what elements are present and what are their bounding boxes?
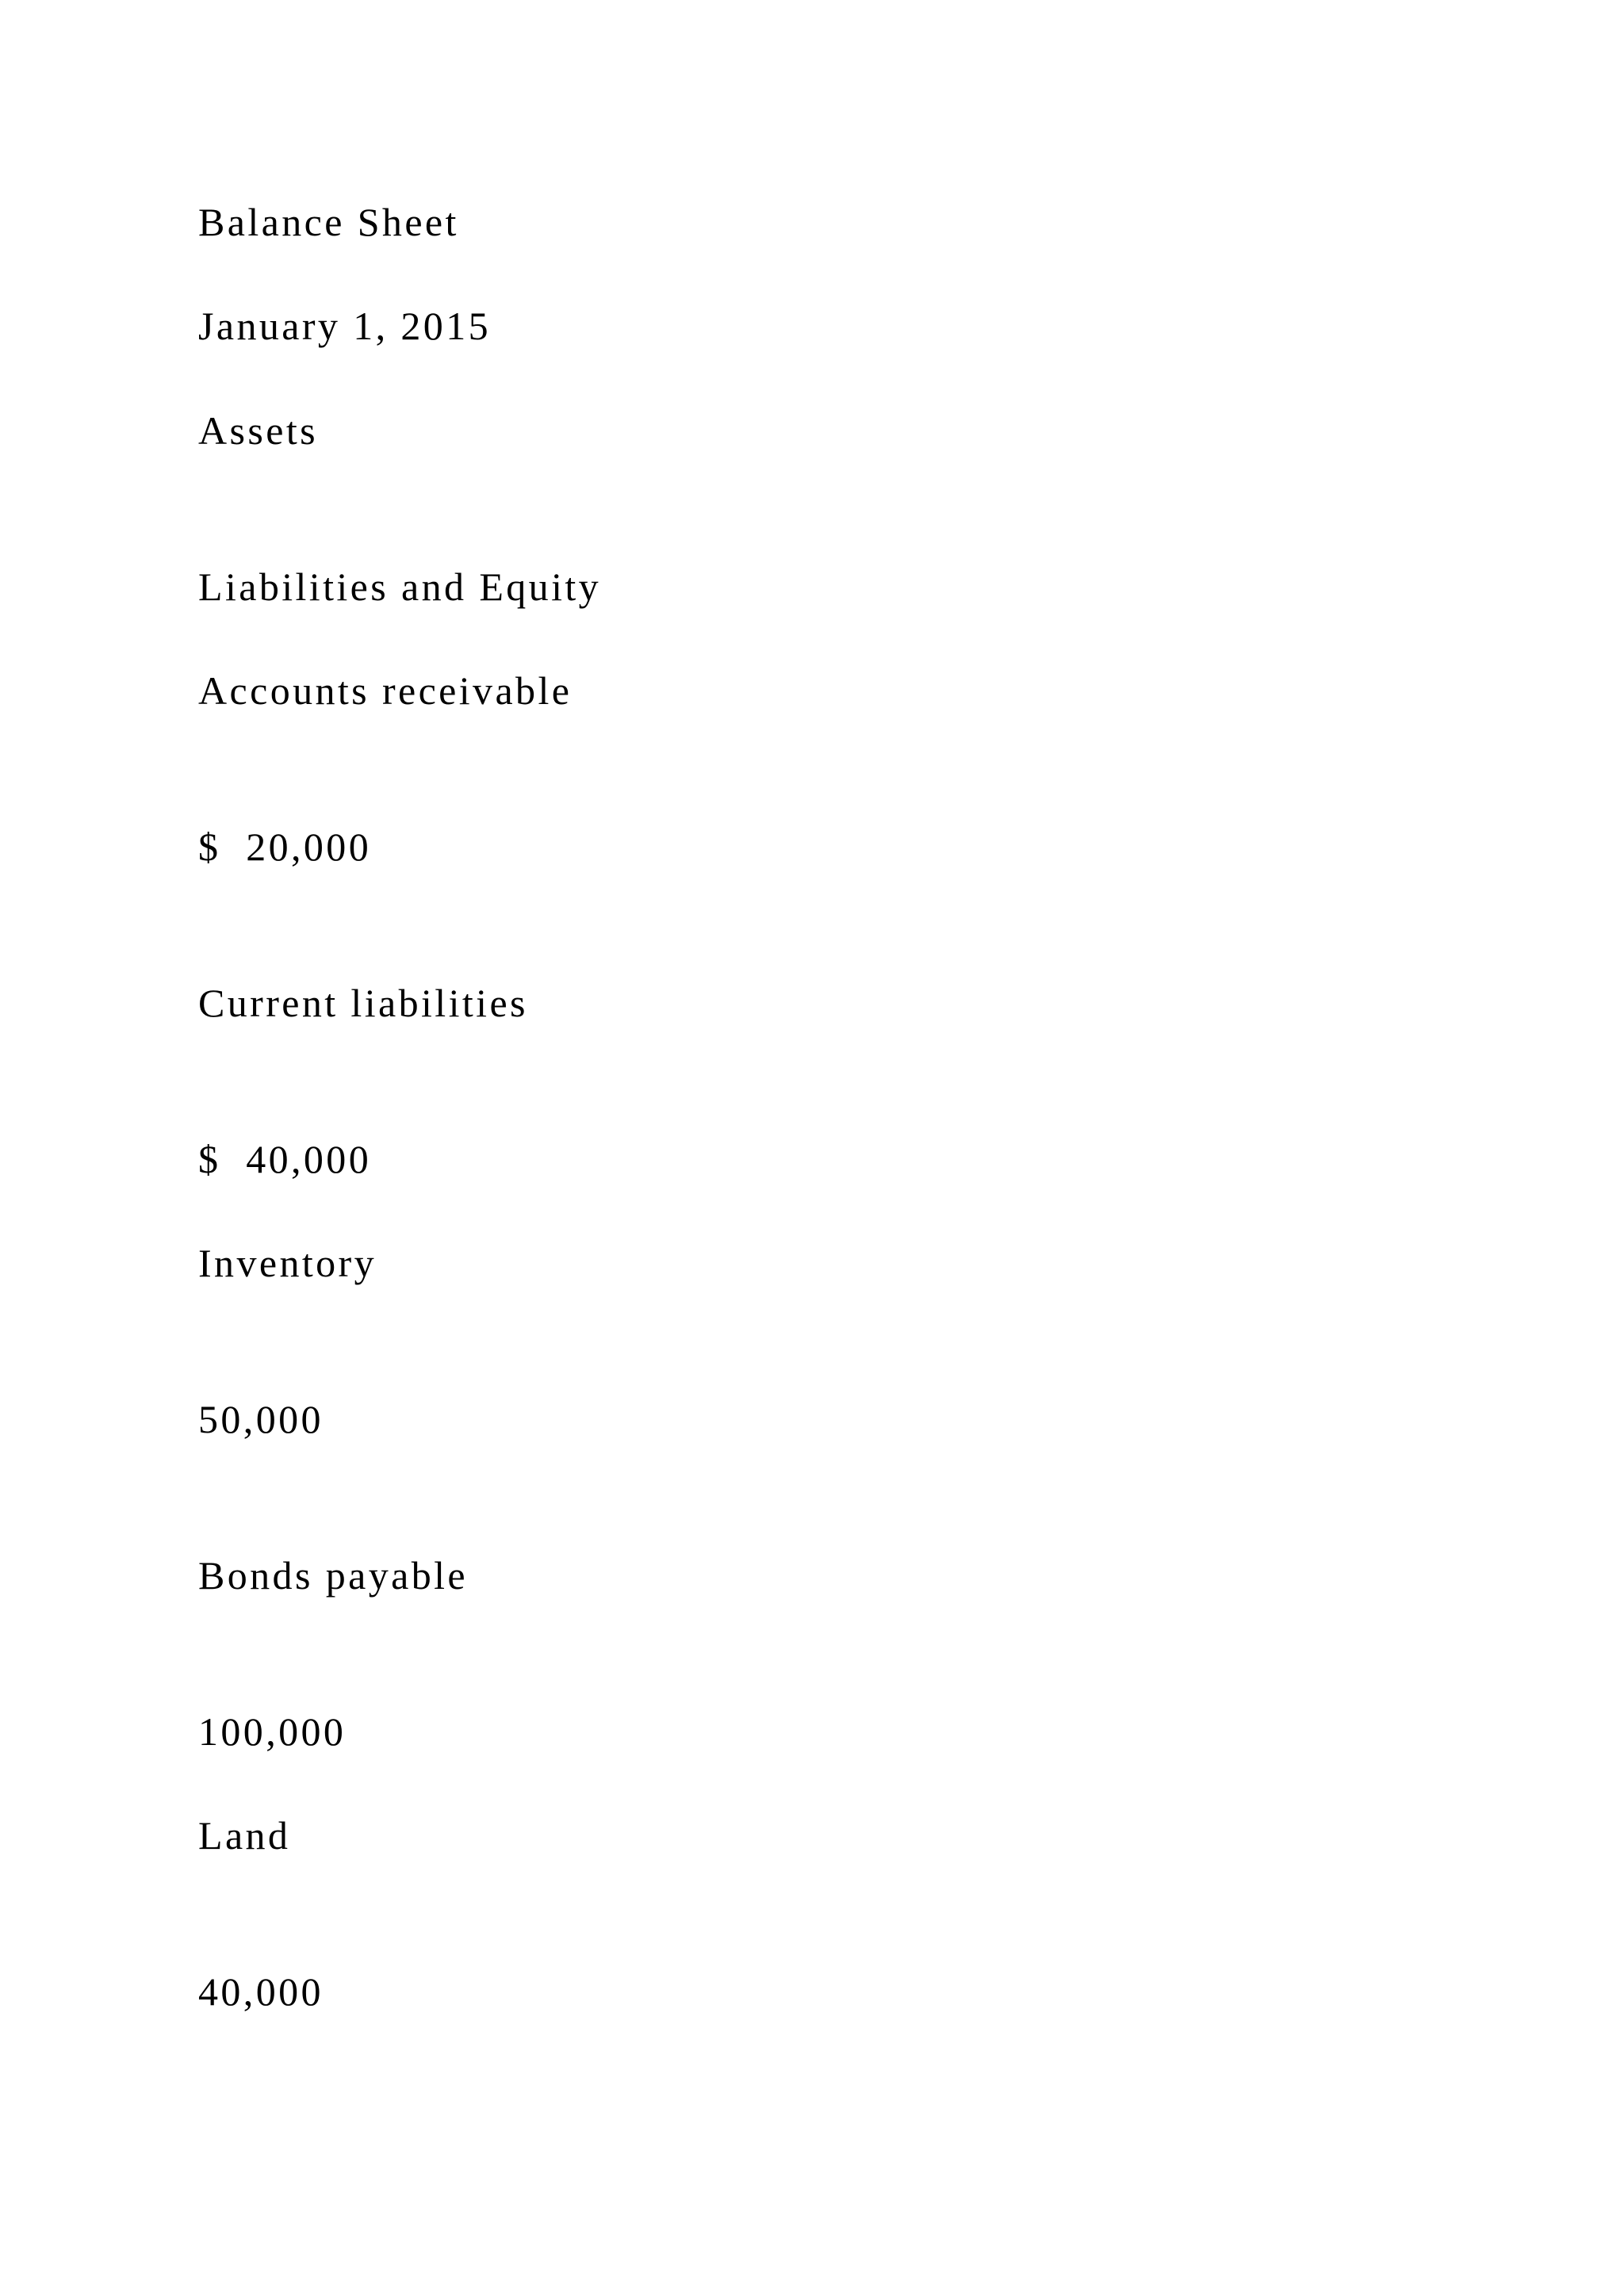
line-item-label: Bonds payable <box>198 1553 468 1598</box>
line-item-label: Current liabilities <box>198 981 528 1025</box>
line-item-value: 40,000 <box>198 1969 324 2014</box>
line-item-label: Inventory <box>198 1241 377 1285</box>
line-item-label: Accounts receivable <box>198 668 573 713</box>
line-item-value: 100,000 <box>198 1709 347 1754</box>
liabilities-equity-heading: Liabilities and Equity <box>198 564 602 609</box>
assets-heading: Assets <box>198 408 318 453</box>
line-item-value: $ 40,000 <box>198 1137 372 1181</box>
line-item-label: Land <box>198 1813 291 1858</box>
line-item-value: $ 20,000 <box>198 825 372 869</box>
document-date: January 1, 2015 <box>198 304 491 348</box>
document-title: Balance Sheet <box>198 200 459 244</box>
line-item-value: 50,000 <box>198 1397 324 1441</box>
